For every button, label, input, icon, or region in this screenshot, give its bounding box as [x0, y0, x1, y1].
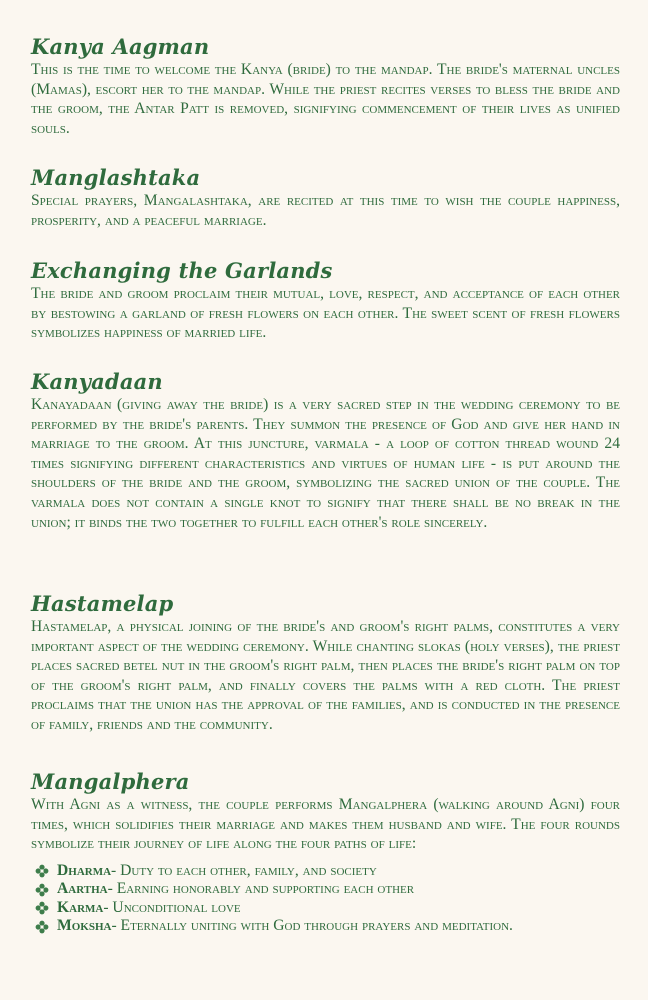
section-title: Manglashtaka — [31, 165, 201, 190]
list-item — [35, 899, 620, 918]
list-item — [35, 862, 620, 881]
section-kanya-aagman — [31, 34, 620, 138]
path-term: Aartha — [57, 880, 108, 898]
flower-icon — [35, 883, 49, 897]
section-title: Hastamelap — [31, 591, 174, 616]
flower-icon — [35, 920, 49, 934]
section-title: Kanyadaan — [31, 369, 163, 394]
path-desc: - Duty to each other, family, and society — [111, 861, 377, 879]
section-text: Kanayadaan (giving away the bride) is a very sacred step in the wedding ceremony to be performed by the bride's parents. They summon the presence of God and give her hand in marriage to the groom. At this juncture, varmala - a loop of cotton thread wound 24 times signifying different characteristics and virtues of human life - is put around the shoulders of the bride and the groom, symbolizing the sacred union of the couple. The varmala does not contain a single knot to signify that there shall be no break in the union; it binds the two together to fulfill each other's role sincerely. — [31, 396, 620, 531]
section-text: Hastamelap, a physical joining of the bride's and groom's right palms, constitutes a very important aspect of the wedding ceremony. While chanting slokas (holy verses), the priest places sacred betel nut in the groom's right palm, then places the bride's right palm on top of the groom's right palm, and finally covers the palms with a red cloth. The priest proclaims that the union has the approval of the families, and is conducted in the presence of family, friends and the community. — [31, 618, 620, 733]
section-kanyadaan — [31, 369, 620, 532]
flower-icon — [35, 901, 49, 915]
flower-icon — [35, 864, 49, 878]
path-term: Karma — [57, 898, 104, 916]
paths-of-life-list — [35, 862, 620, 936]
path-term: Dharma — [57, 861, 112, 879]
path-term: Moksha — [57, 917, 112, 935]
section-text: With Agni as a witness, the couple performs Mangalphera (walking around Agni) four times, which solidifies their marriage and makes them husband and wife. The four rounds symbolize their journey of life along the four paths of life: — [31, 796, 620, 853]
section-manglashtaka — [31, 165, 620, 230]
path-desc: - Unconditional love — [103, 898, 241, 916]
section-hastamelap — [31, 591, 620, 735]
section-exchanging-garlands — [31, 258, 620, 343]
section-title: Exchanging the Garlands — [31, 258, 333, 283]
list-item — [35, 917, 620, 936]
section-mangalphera — [31, 769, 620, 936]
section-text: This is the time to welcome the Kanya (bride) to the mandap. The bride's maternal uncles (Mamas), escort her to the mandap. While the priest recites verses to bless the bride and the groom, the Antar Patt is removed, signifying commencement of their lives as unified souls. — [31, 61, 620, 137]
section-text: Special prayers, Mangalashtaka, are recited at this time to wish the couple happiness, prosperity, and a peaceful marriage. — [31, 192, 620, 229]
path-desc: - Earning honorably and supporting each other — [107, 880, 415, 898]
section-title: Mangalphera — [31, 769, 190, 794]
path-desc: - Eternally uniting with God through prayers and meditation. — [111, 917, 513, 935]
section-text: The bride and groom proclaim their mutual, love, respect, and acceptance of each other by bestowing a garland of fresh flowers on each other. The sweet scent of fresh flowers symbolizes happiness of married life. — [31, 285, 620, 342]
section-title: Kanya Aagman — [31, 34, 210, 59]
list-item — [35, 880, 620, 899]
